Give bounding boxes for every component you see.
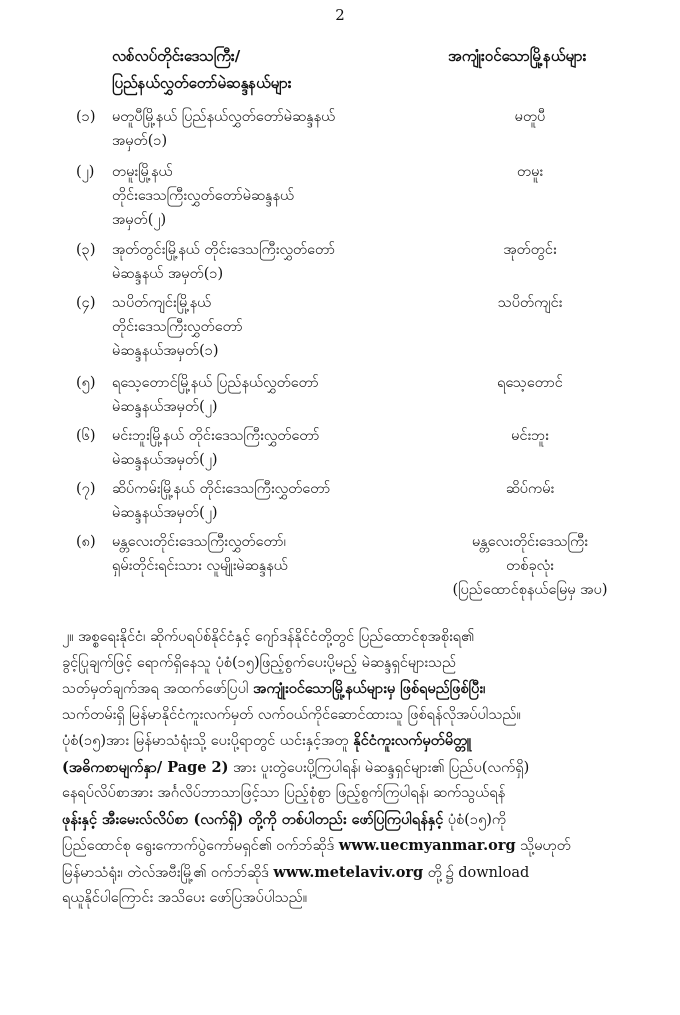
paragraph-line: [62, 807, 636, 834]
website-link[interactable]: www.metelaviv.org: [273, 863, 424, 881]
item-text-line: တိုင်းဒေသကြီးလွှတ်တော်မဲဆန္ဒနယ်: [112, 188, 295, 204]
item-number: (၃): [76, 242, 96, 258]
paragraph-text: မြန်မာသံရုံး၊ တဲလ်အဗီးမြို့၏ ဝက်ဘ်ဆိုဒ်: [62, 864, 274, 881]
paragraph-line: [62, 755, 636, 782]
paragraph-bold-text: အကျုံးဝင်သောမြို့နယ်များမှ ဖြစ်ရမည်ဖြစ်ပြီး၊: [253, 680, 486, 697]
item-text-line: မန္တလေးတိုင်းဒေသကြီးလွှတ်တော်၊: [112, 534, 286, 550]
item-township-line: မင်းဘူး: [511, 428, 549, 444]
item-text-line: ဆိပ်ကမ်းမြို့နယ် တိုင်းဒေသကြီးလွှတ်တော်: [112, 481, 331, 497]
paragraph-bold-text: (အဓိကစာမျက်နှာ/ Page 2): [62, 758, 229, 776]
item-township: [430, 530, 630, 602]
item-township-line: သပိတ်ကျင်း: [497, 295, 563, 311]
item-text-line: မဲဆန္ဒနယ်အမှတ်(၂): [112, 505, 218, 521]
item-number: (၂): [76, 164, 95, 180]
paragraph-line: [62, 833, 636, 860]
item-township: [430, 238, 630, 262]
item-text-line: မဲဆန္ဒနယ် အမှတ်(၁): [112, 266, 224, 282]
item-township: [430, 160, 630, 184]
item-text-line: ရသေ့တောင်မြို့နယ် ပြည်နယ်လွှတ်တော်: [112, 375, 319, 391]
item-text-line: တိုင်းဒေသကြီးလွှတ်တော်: [112, 319, 243, 335]
item-number: (၆): [76, 428, 96, 444]
paragraph-text: ပုံစံ(၁၅)အား မြန်မာသံရုံးသို့ ပေးပို့ရာတွင် ယင်းနှင့်အတူ: [62, 733, 354, 749]
header-left: [112, 43, 392, 97]
header-left-line1: လစ်လပ်တိုင်းဒေသကြီး/: [112, 47, 241, 65]
item-township: [430, 424, 630, 448]
item-text-line: မဲဆန္ဒနယ်အမှတ်(၂): [112, 399, 218, 415]
header-left-line2: ပြည်နယ်လွှတ်တော်မဲဆန္ဒနယ်များ: [112, 74, 292, 92]
item-text: [112, 105, 432, 153]
item-text-line: မင်းဘူးမြို့နယ် တိုင်းဒေသကြီးလွှတ်တော်: [112, 428, 320, 444]
item-township-line: မန္တလေးတိုင်းဒေသကြီး: [472, 534, 588, 550]
paragraph-line: နေရပ်လိပ်စာအား အင်္ဂလိပ်ဘာသာဖြင့်သာ ပြည့်စုံစွာ ဖြည့်စွက်ကြပါရန်၊ ဆက်သွယ်ရန်: [62, 785, 506, 801]
item-number: (၅): [76, 375, 96, 391]
paragraph-text: သို့မဟုတ်: [515, 838, 571, 854]
item-text: [112, 238, 432, 286]
paragraph-bold-text: နိုင်ငံကူးလက်မှတ်မိတ္တူ: [353, 732, 472, 749]
item-text-line: သပိတ်ကျင်းမြို့နယ်: [112, 295, 212, 311]
item-number: (၇): [76, 481, 96, 497]
item-number: (၈): [76, 534, 96, 550]
item-text-line: မတူပီမြို့နယ် ပြည်နယ်လွှတ်တော်မဲဆန္ဒနယ်: [112, 109, 336, 125]
item-township-line: တမူး: [516, 164, 544, 180]
item-township-line: ရသေ့တောင်: [497, 375, 563, 391]
paragraph-bold-text: ဖုန်းနှင့် အီးမေးလ်လိပ်စာ (လက်ရှိ) တို့ကို တစ်ပါတည်း ဖော်ပြကြပါရန်နှင့်: [62, 810, 444, 828]
website-link[interactable]: www.uecmyanmar.org: [338, 837, 516, 854]
item-text: [112, 477, 432, 525]
paragraph-line: သက်တမ်းရှိ မြန်မာနိုင်ငံကူးလက်မှတ် လက်ဝယ်ကိုင်ဆောင်ထားသူ ဖြစ်ရန်လိုအပ်ပါသည်။: [62, 706, 521, 723]
item-township-line: ဆိပ်ကမ်း: [505, 481, 555, 497]
item-text: [112, 530, 432, 578]
paragraph-text: သတ်မှတ်ချက်အရ အထက်ဖော်ပြပါ: [62, 681, 254, 697]
item-township-line: တစ်ခုလုံး: [506, 558, 554, 574]
item-text-line: မဲဆန္ဒနယ်အမှတ်(၁): [112, 343, 219, 359]
paragraph-line: [62, 860, 636, 887]
item-text-line: တမူးမြို့နယ်: [112, 164, 173, 180]
item-text-line: အမှတ်(၂): [112, 212, 167, 228]
header-right: အကျုံးဝင်သောမြို့နယ်များ: [448, 47, 587, 65]
item-number: (၄): [76, 295, 96, 311]
paragraph-line: ခွင့်ပြုချက်ဖြင့် ရောက်ရှိနေသူ ပုံစံ(၁၅)ဖြည့်စွက်ပေးပို့မည့် မဲဆန္ဒရှင်များသည်: [62, 654, 457, 671]
item-township: [430, 291, 630, 315]
item-text-line: မဲဆန္ဒနယ်အမှတ်(၂): [112, 452, 218, 468]
paragraph-text: အား ပူးတွဲပေးပို့ကြပါရန်၊ မဲဆန္ဒရှင်များ၏ ပြည်ပ(လက်ရှိ): [228, 759, 530, 776]
paragraph-text: ပုံစံ(၁၅)ကို: [443, 811, 507, 828]
paragraph-line: [62, 728, 636, 755]
item-text: [112, 291, 432, 363]
item-township: [430, 477, 630, 501]
item-text-line: ရှမ်းတိုင်းရင်းသား လူမျိုးမဲဆန္ဒနယ်: [112, 558, 288, 574]
item-text: [112, 371, 432, 419]
paragraph-line: ၂။ အစ္စရေးနိုင်ငံ၊ ဆိုက်ပရပ်စ်နိုင်ငံနှင့် ဂျော်ဒန်နိုင်ငံတို့တွင် ပြည်ထောင်စုအစိုးရ၏: [62, 629, 475, 645]
item-text: [112, 160, 432, 232]
item-text: [112, 424, 432, 472]
instruction-paragraph: [62, 625, 636, 912]
paragraph-line: [62, 676, 636, 703]
item-township-line: မတူပီ: [514, 109, 546, 125]
item-number: (၁): [76, 109, 96, 125]
item-township: [430, 371, 630, 395]
item-text-line: အုတ်တွင်းမြို့နယ် တိုင်းဒေသကြီးလွှတ်တော်: [112, 242, 336, 258]
item-township: [430, 105, 630, 129]
paragraph-line: ရယူနိုင်ပါကြောင်း အသိပေး ဖော်ပြအပ်ပါသည်။: [62, 890, 308, 906]
item-text-line: အမှတ်(၁): [112, 133, 168, 149]
item-township-line: အုတ်တွင်း: [503, 242, 557, 258]
page-number: 2: [335, 6, 345, 24]
paragraph-text: တို့၌ download: [423, 864, 530, 881]
item-township-line: (ပြည်ထောင်စုနယ်မြေမှ အပ): [452, 582, 608, 598]
paragraph-text: ပြည်ထောင်စု ရွေးကောက်ပွဲကော်မရှင်၏ ဝက်ဘ်ဆိုဒ်: [62, 838, 339, 854]
